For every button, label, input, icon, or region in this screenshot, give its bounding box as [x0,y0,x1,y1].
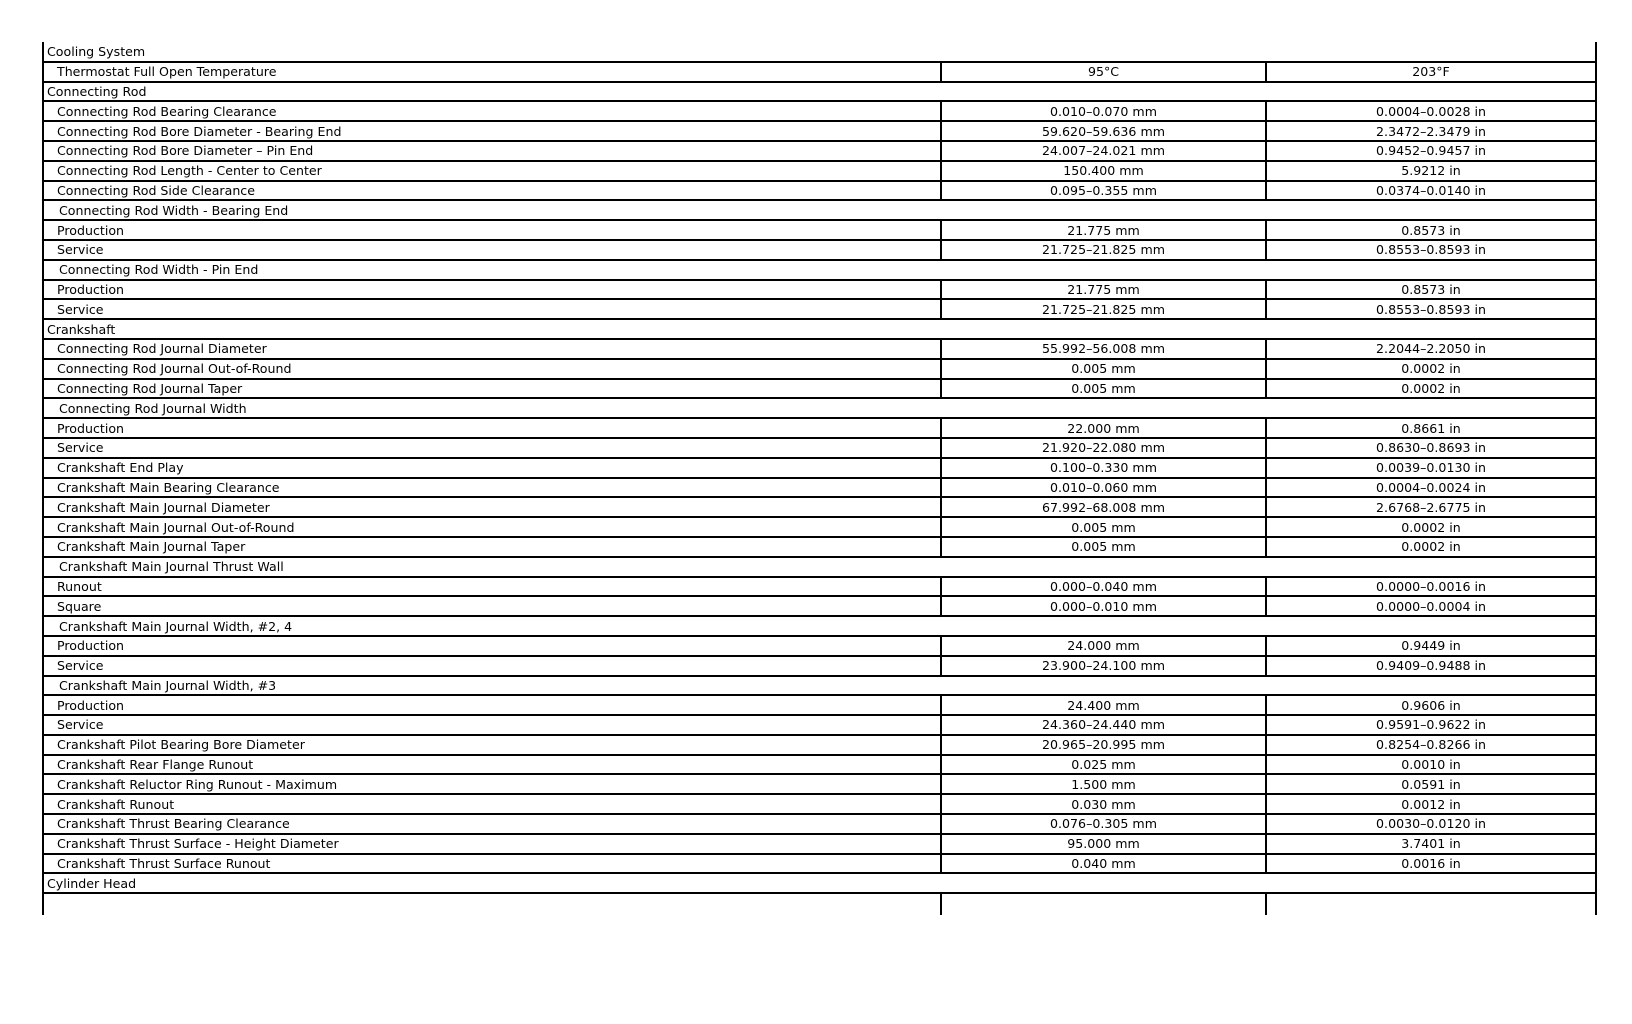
spec-row [43,695,1596,715]
spec-label: Service [43,656,941,676]
spec-row [43,299,1596,319]
subheading-row [43,557,1596,577]
spec-row [43,101,1596,121]
spec-label: Crankshaft Pilot Bearing Bore Diameter [43,735,941,755]
spec-label: Square [43,596,941,616]
spec-row [43,62,1596,82]
spec-metric-value: 0.005 mm [941,517,1266,537]
spec-english-value: 0.8553–0.8593 in [1266,240,1596,260]
spec-metric-value: 95°C [941,62,1266,82]
spec-label: Connecting Rod Length - Center to Center [43,161,941,181]
spec-metric-value: 0.000–0.040 mm [941,577,1266,597]
spec-label: Connecting Rod Journal Diameter [43,339,941,359]
spec-metric-value: 95.000 mm [941,834,1266,854]
spec-row [43,774,1596,794]
specification-table-body [43,42,1596,915]
section-header: Crankshaft [43,319,1596,339]
spec-row [43,220,1596,240]
spec-row [43,517,1596,537]
spec-row [43,181,1596,201]
spec-label: Runout [43,577,941,597]
spec-label: Production [43,220,941,240]
spec-metric-value: 21.775 mm [941,280,1266,300]
spec-label: Crankshaft Rear Flange Runout [43,755,941,775]
section-header-row [43,873,1596,893]
spec-english-value: 2.6768–2.6775 in [1266,497,1596,517]
spec-metric-value: 21.725–21.825 mm [941,299,1266,319]
spec-row [43,577,1596,597]
spec-label: Connecting Rod Bearing Clearance [43,101,941,121]
continuation-row [43,893,1596,915]
subheading: Connecting Rod Journal Width [43,398,1596,418]
section-header: Cooling System [43,42,1596,62]
subheading: Crankshaft Main Journal Width, #3 [43,676,1596,696]
subheading: Connecting Rod Width - Bearing End [43,200,1596,220]
spec-metric-value: 24.400 mm [941,695,1266,715]
spec-row [43,478,1596,498]
spec-label: Connecting Rod Journal Taper [43,379,941,399]
spec-english-value: 0.0030–0.0120 in [1266,814,1596,834]
spec-english-value: 0.9409–0.9488 in [1266,656,1596,676]
spec-metric-value: 24.007–24.021 mm [941,141,1266,161]
spec-english-value: 0.0374–0.0140 in [1266,181,1596,201]
spec-metric-value: 55.992–56.008 mm [941,339,1266,359]
spec-row [43,834,1596,854]
subheading-row [43,200,1596,220]
spec-metric-value: 21.775 mm [941,220,1266,240]
spec-row [43,735,1596,755]
spec-metric-value: 67.992–68.008 mm [941,497,1266,517]
spec-label: Crankshaft Reluctor Ring Runout - Maximum [43,774,941,794]
spec-metric-value: 24.000 mm [941,636,1266,656]
spec-english-value: 0.9606 in [1266,695,1596,715]
subheading-row [43,260,1596,280]
spec-label: Production [43,636,941,656]
spec-label: Service [43,715,941,735]
spec-english-value: 0.8630–0.8693 in [1266,438,1596,458]
spec-english-value: 0.9452–0.9457 in [1266,141,1596,161]
spec-english-value: 3.7401 in [1266,834,1596,854]
continuation-cell [43,893,941,915]
spec-label: Service [43,240,941,260]
spec-label: Production [43,418,941,438]
spec-english-value: 0.0002 in [1266,379,1596,399]
spec-metric-value: 0.005 mm [941,359,1266,379]
spec-label: Thermostat Full Open Temperature [43,62,941,82]
spec-metric-value: 21.920–22.080 mm [941,438,1266,458]
continuation-cell [1266,893,1596,915]
spec-metric-value: 1.500 mm [941,774,1266,794]
section-header-row [43,82,1596,102]
section-header-row [43,319,1596,339]
spec-metric-value: 20.965–20.995 mm [941,735,1266,755]
spec-english-value: 0.9591–0.9622 in [1266,715,1596,735]
spec-english-value: 0.8573 in [1266,220,1596,240]
spec-row [43,121,1596,141]
subheading: Crankshaft Main Journal Thrust Wall [43,557,1596,577]
spec-row [43,537,1596,557]
spec-english-value: 0.0010 in [1266,755,1596,775]
spec-label: Crankshaft Main Journal Taper [43,537,941,557]
section-header: Cylinder Head [43,873,1596,893]
spec-label: Service [43,299,941,319]
spec-english-value: 0.0004–0.0024 in [1266,478,1596,498]
spec-label: Production [43,695,941,715]
subheading: Crankshaft Main Journal Width, #2, 4 [43,616,1596,636]
spec-metric-value: 22.000 mm [941,418,1266,438]
spec-english-value: 2.2044–2.2050 in [1266,339,1596,359]
spec-metric-value: 0.030 mm [941,794,1266,814]
spec-english-value: 0.0000–0.0004 in [1266,596,1596,616]
spec-row [43,656,1596,676]
spec-metric-value: 0.010–0.060 mm [941,478,1266,498]
spec-label: Service [43,438,941,458]
spec-english-value: 0.0039–0.0130 in [1266,458,1596,478]
spec-metric-value: 0.005 mm [941,379,1266,399]
spec-row [43,497,1596,517]
spec-english-value: 0.0012 in [1266,794,1596,814]
spec-english-value: 0.8553–0.8593 in [1266,299,1596,319]
spec-metric-value: 0.010–0.070 mm [941,101,1266,121]
spec-label: Connecting Rod Bore Diameter – Pin End [43,141,941,161]
spec-english-value: 0.0591 in [1266,774,1596,794]
subheading-row [43,398,1596,418]
spec-english-value: 0.0002 in [1266,537,1596,557]
spec-english-value: 203°F [1266,62,1596,82]
spec-label: Connecting Rod Bore Diameter - Bearing End [43,121,941,141]
spec-row [43,458,1596,478]
spec-label: Crankshaft End Play [43,458,941,478]
spec-row [43,161,1596,181]
spec-row [43,715,1596,735]
spec-metric-value: 24.360–24.440 mm [941,715,1266,735]
spec-label: Crankshaft Runout [43,794,941,814]
section-header: Connecting Rod [43,82,1596,102]
continuation-cell [941,893,1266,915]
spec-english-value: 5.9212 in [1266,161,1596,181]
spec-row [43,339,1596,359]
spec-label: Crankshaft Thrust Bearing Clearance [43,814,941,834]
spec-row [43,280,1596,300]
spec-english-value: 0.0004–0.0028 in [1266,101,1596,121]
spec-metric-value: 150.400 mm [941,161,1266,181]
spec-metric-value: 0.100–0.330 mm [941,458,1266,478]
spec-row [43,418,1596,438]
spec-row [43,814,1596,834]
spec-english-value: 0.8661 in [1266,418,1596,438]
spec-metric-value: 23.900–24.100 mm [941,656,1266,676]
spec-label: Crankshaft Thrust Surface Runout [43,854,941,874]
spec-row [43,240,1596,260]
spec-row [43,636,1596,656]
spec-english-value: 2.3472–2.3479 in [1266,121,1596,141]
spec-row [43,755,1596,775]
subheading-row [43,676,1596,696]
subheading-row [43,616,1596,636]
spec-metric-value: 59.620–59.636 mm [941,121,1266,141]
spec-row [43,359,1596,379]
spec-label: Connecting Rod Journal Out-of-Round [43,359,941,379]
spec-metric-value: 0.076–0.305 mm [941,814,1266,834]
spec-label: Crankshaft Main Journal Diameter [43,497,941,517]
spec-label: Connecting Rod Side Clearance [43,181,941,201]
spec-row [43,141,1596,161]
subheading: Connecting Rod Width - Pin End [43,260,1596,280]
spec-metric-value: 0.025 mm [941,755,1266,775]
section-header-row [43,42,1596,62]
spec-english-value: 0.0016 in [1266,854,1596,874]
spec-label: Crankshaft Thrust Surface - Height Diameter [43,834,941,854]
spec-english-value: 0.8573 in [1266,280,1596,300]
spec-row [43,379,1596,399]
spec-metric-value: 0.000–0.010 mm [941,596,1266,616]
spec-label: Crankshaft Main Journal Out-of-Round [43,517,941,537]
spec-english-value: 0.0002 in [1266,517,1596,537]
spec-english-value: 0.0002 in [1266,359,1596,379]
specification-table [42,42,1597,915]
spec-english-value: 0.8254–0.8266 in [1266,735,1596,755]
spec-row [43,596,1596,616]
spec-metric-value: 0.095–0.355 mm [941,181,1266,201]
spec-label: Production [43,280,941,300]
spec-english-value: 0.9449 in [1266,636,1596,656]
spec-row [43,854,1596,874]
spec-english-value: 0.0000–0.0016 in [1266,577,1596,597]
spec-label: Crankshaft Main Bearing Clearance [43,478,941,498]
spec-row [43,794,1596,814]
spec-metric-value: 0.005 mm [941,537,1266,557]
spec-metric-value: 0.040 mm [941,854,1266,874]
spec-metric-value: 21.725–21.825 mm [941,240,1266,260]
spec-row [43,438,1596,458]
